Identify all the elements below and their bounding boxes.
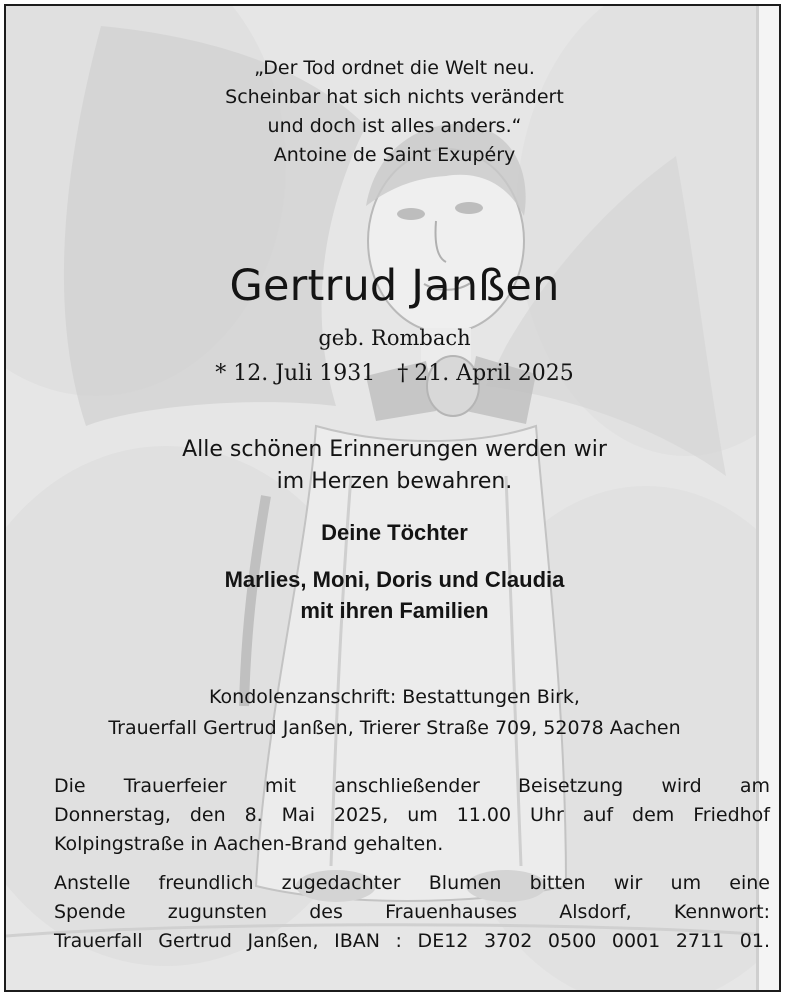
quote-line: und doch ist alles anders.“ [267,115,522,137]
quote-block [6,54,781,170]
funeral-line: Kolpingstraße in Aachen-Brand gehalten. [54,833,444,855]
funeral-line: Die Trauerfeier mit anschließender Beisetzung wird am [54,775,770,797]
family-names: Marlies, Moni, Doris und Claudia [224,567,565,592]
condolence-address [6,682,781,744]
birth-date: * 12. Juli 1931 [215,361,376,386]
quote-author: Antoine de Saint Exupéry [273,144,516,166]
family-heading: Deine Töchter [321,520,468,545]
deceased-name: Gertrud Janßen [229,261,560,311]
quote-line: „Der Tod ordnet die Welt neu. [254,57,535,79]
memory-text [6,434,781,498]
quote-line: Scheinbar hat sich nichts verändert [225,86,564,108]
donation-line: Spende zugunsten des Frauenhauses Alsdorf, Kennwort: [54,901,770,923]
address-line: Trauerfall Gertrud Janßen, Trierer Straße 709, 52078 Aachen [108,717,681,739]
life-dates [6,359,781,389]
funeral-paragraph [54,772,770,859]
funeral-line: Donnerstag, den 8. Mai 2025, um 11.00 Uhr auf dem Friedhof [54,804,770,826]
maiden-name: geb. Rombach [318,326,471,350]
cross-icon: † [397,361,409,386]
donation-paragraph [54,869,770,956]
obituary-frame [4,4,781,992]
memory-line: Alle schönen Erinnerungen werden wir [182,437,607,462]
death-date: 21. April 2025 [414,361,574,386]
donation-line: Trauerfall Gertrud Janßen, IBAN : DE12 3702 0500 0001 2711 01. [54,930,770,952]
family-suffix: mit ihren Familien [300,598,489,623]
donation-line: Anstelle freundlich zugedachter Blumen bitten wir um eine [54,872,770,894]
obituary-content [6,6,781,992]
family-block [6,517,781,626]
address-line: Kondolenzanschrift: Bestattungen Birk, [209,686,580,708]
memory-line: im Herzen bewahren. [276,469,513,494]
